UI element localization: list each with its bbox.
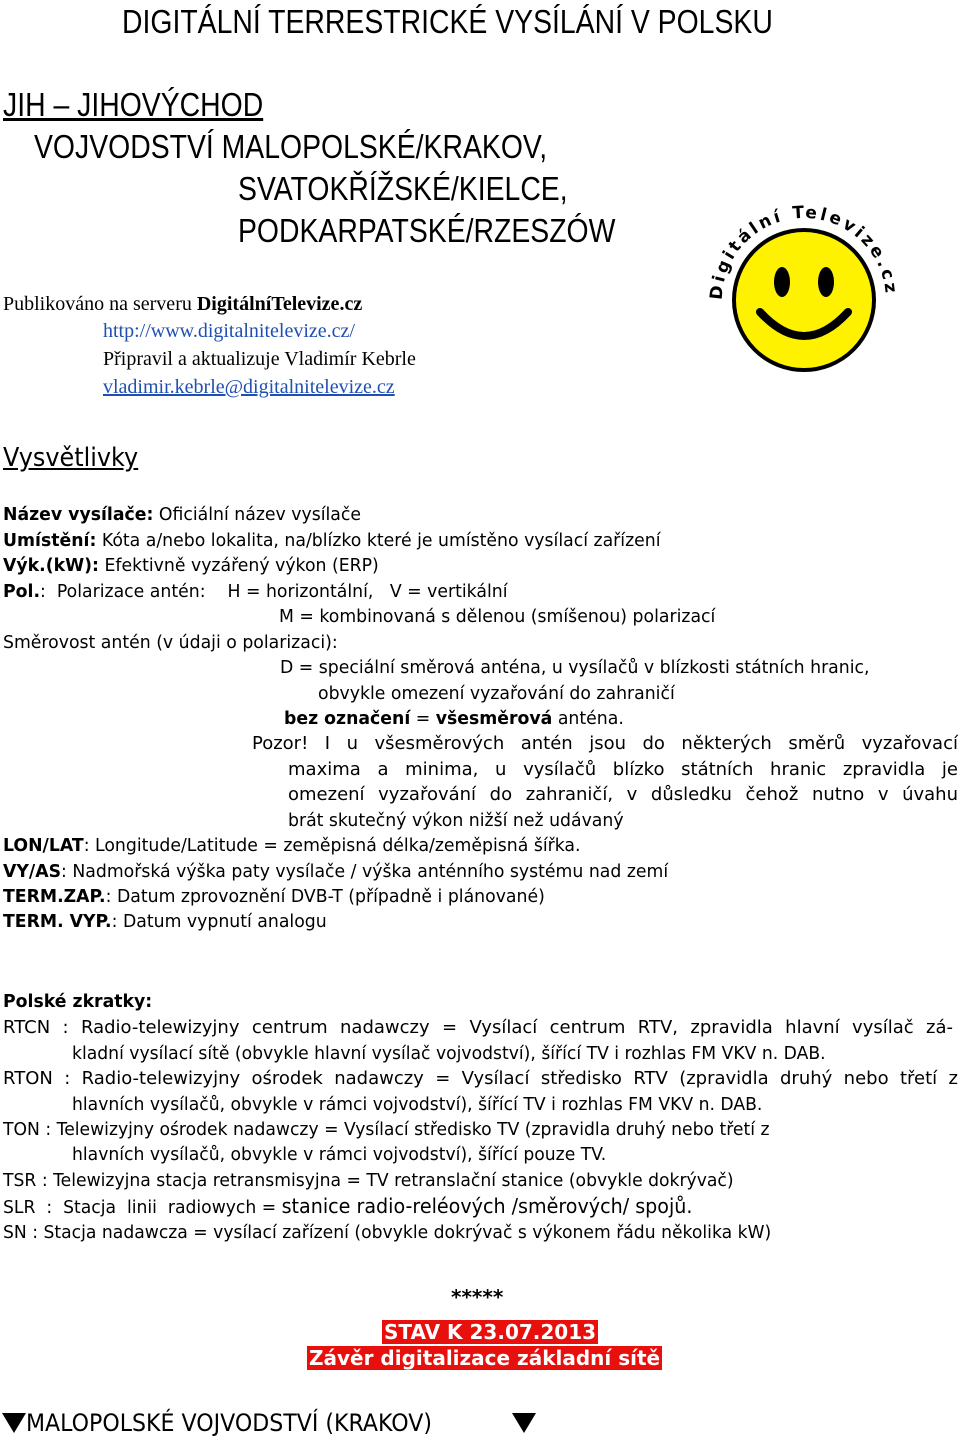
site-url-link[interactable]: http://www.digitalnitelevize.cz/ xyxy=(103,320,355,342)
abbr-rtcn: RTCN : Radio-telewizyjny centrum nadawczy = Vysílací centrum RTV, zpravidla hlavní vysílač zá- xyxy=(3,1017,953,1038)
legend-term-start: TERM.ZAP.: Datum zprovoznění DVB-T (případně i plánované) xyxy=(3,886,545,907)
warning-line-1: Pozor! I u všesměrových antén jsou do některých směrů vyzařovací xyxy=(252,733,958,754)
legend-directional-d-note: obvykle omezení vyzařování do zahraničí xyxy=(318,683,675,704)
legend-polarization-m: M = kombinovaná s dělenou (smíšenou) polarizací xyxy=(279,606,716,627)
warning-line-4: brát skutečný výkon nižší než udávaný xyxy=(288,810,624,831)
svg-text:Digitální Televize.cz: Digitální Televize.cz xyxy=(706,202,902,301)
abbr-rton-cont: hlavních vysílačů, obvykle v rámci vojvodství), šířící TV i rozhlas FM VKV n. DAB. xyxy=(72,1094,763,1115)
abbr-heading: Polské zkratky: xyxy=(3,991,153,1012)
region-line-svatokrizske: SVATOKŘÍŽSKÉ/KIELCE, xyxy=(238,170,568,207)
abbr-rtcn-cont: kladní vysílací sítě (obvykle hlavní vysílač vojvodství), šířící TV i rozhlas FM VKV n. DAB. xyxy=(72,1043,826,1064)
region-line-podkarpatske: PODKARPATSKÉ/RZESZÓW xyxy=(238,212,616,249)
legend-term-end: TERM. VYP.: Datum vypnutí analogu xyxy=(3,911,327,932)
legend-omnidirectional: bez označení = všesměrová anténa. xyxy=(284,708,624,729)
legend-polarization: Pol.: Polarizace antén: H = horizontální, V = vertikální xyxy=(3,581,508,602)
abbr-rton: RTON : Radio-telewizyjny ośrodek nadawczy = Vysílací středisko RTV (zpravidla druhý nebo třetí z xyxy=(3,1068,958,1089)
separator-stars: ***** xyxy=(451,1285,504,1309)
site-logo xyxy=(700,200,910,380)
legend-power: Výk.(kW): Efektivně vyzářený výkon (ERP) xyxy=(3,555,379,576)
abbr-ton: TON : Telewizyjny ośrodek nadawczy = Vysílací středisko TV (zpravidla druhý nebo třetí z xyxy=(3,1119,770,1140)
prepared-by: Připravil a aktualizuje Vladimír Kebrle xyxy=(103,348,416,370)
legend-altitude: VY/AS: Nadmořská výška paty vysílače / výška anténního systému nad zemí xyxy=(3,861,669,882)
abbr-sn: SN : Stacja nadawcza = vysílací zařízení (obvykle dokrývač s výkonem řádu několika kW) xyxy=(3,1222,772,1243)
smiley-face-icon xyxy=(700,200,910,380)
legend-directivity-heading: Směrovost antén (v údaji o polarizaci): xyxy=(3,632,338,653)
email-link[interactable]: vladimir.kebrle@digitalnitelevize.cz xyxy=(103,376,395,398)
warning-line-3: omezení vyzařování do zahraničí, v důsledku čehož nutno v úvahu xyxy=(288,784,958,805)
status-date-badge: STAV K 23.07.2013 xyxy=(384,1320,597,1344)
region-heading: JIH – JIHOVÝCHOD xyxy=(3,86,264,123)
section-title: MALOPOLSKÉ VOJVODSTVÍ (KRAKOV) xyxy=(2,1408,467,1437)
legend-lonlat: LON/LAT: Longitude/Latitude = zeměpisná délka/zeměpisná šířka. xyxy=(3,835,581,856)
legend-heading: Vysvětlivky xyxy=(3,443,139,473)
region-line-malopolske: VOJVODSTVÍ MALOPOLSKÉ/KRAKOV, xyxy=(34,128,548,165)
abbr-ton-cont: hlavních vysílačů, obvykle v rámci vojvodství), šířící pouze TV. xyxy=(72,1144,607,1165)
page-title: DIGITÁLNÍ TERRESTRICKÉ VYSÍLÁNÍ V POLSKU xyxy=(122,3,773,40)
status-note-badge: Závěr digitalizace základní sítě xyxy=(309,1346,661,1370)
published-line: Publikováno na serveru DigitálníTelevize.cz xyxy=(3,293,363,315)
legend-directional-d: D = speciální směrová anténa, u vysílačů v blízkosti státních hranic, xyxy=(280,657,870,678)
triangle-down-icon xyxy=(512,1412,536,1433)
warning-line-2: maxima a minima, u vysílačů blízko státních hranic zpravidla je xyxy=(288,759,958,780)
abbr-tsr: TSR : Telewizyjna stacja retransmisyjna = TV retranslační stanice (obvykle dokrývač) xyxy=(3,1170,734,1191)
triangle-down-icon xyxy=(2,1413,26,1433)
legend-name: Název vysílače: Oficiální název vysílače xyxy=(3,504,362,525)
legend-location: Umístění: Kóta a/nebo lokalita, na/blízko které je umístěno vysílací zařízení xyxy=(3,530,661,551)
site-name: DigitálníTelevize.cz xyxy=(196,293,363,315)
abbr-slr: SLR : Stacja linii radiowych = stanice radio-reléových /směrových/ spojů. xyxy=(3,1194,693,1218)
